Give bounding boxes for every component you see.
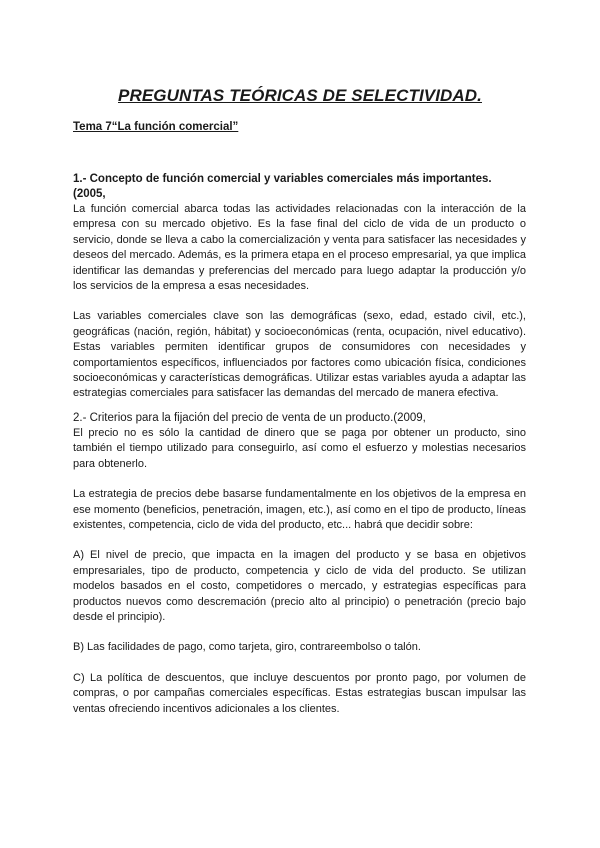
question-2-item-b: B) Las facilidades de pago, como tarjeta, giro, contrareembolso o talón. xyxy=(73,641,421,654)
topic-heading: Tema 7“La función comercial” xyxy=(73,121,239,133)
question-2-paragraph-2: La estrategia de precios debe basarse fundamentalmente en los objetivos de la empresa en ese momento (beneficios, penetración, imagen, etc.), así como en el tipo de producto, líneas existentes, competencia, ciclo de vida del producto, etc... habrá que decidir sobre: xyxy=(73,488,526,531)
question-1-paragraph-1: La función comercial abarca todas las actividades relacionadas con la interacción de la empresa con su mercado objetivo. Es la fase final del ciclo de vida de un producto o servicio, donde se lleva a cabo la comercialización y venta para satisfacer las necesidades y deseos del mercado. Además, es la primera etapa en el proceso empresarial, ya que implica identificar las demandas y preferencias del mercado para luego adaptar la producción y/o los servicios de la empresa a esas necesidades. xyxy=(73,203,526,293)
question-2-paragraph-1: El precio no es sólo la cantidad de dinero que se paga por obtener un producto, sino también el tiempo utilizado para conseguirlo, así como el esfuerzo y molestias necesarios para obtenerlo. xyxy=(73,426,526,470)
document-body xyxy=(73,172,526,717)
question-1-heading: 1.- Concepto de función comercial y variables comerciales más importantes. (2005, xyxy=(73,173,492,200)
page-title: PREGUNTAS TEÓRICAS DE SELECTIVIDAD. xyxy=(118,86,482,105)
question-2-item-c: C) La política de descuentos, que incluye descuentos por pronto pago, por volumen de compras, o por campañas comerciales específicas. Estas estrategias buscan impulsar las ventas ofreciendo incentivos adicionales a los clientes. xyxy=(73,671,526,715)
question-2-heading: 2.- Criterios para la fijación del precio de venta de un producto.(2009, xyxy=(73,411,426,424)
question-1-paragraph-2: Las variables comerciales clave son las demográficas (sexo, edad, estado civil, etc.), geográficas (nación, región, hábitat) y socioeconómicas (renta, ocupación, nivel educativo). Estas variables permiten identificar grupos de consumidores con necesidades y comportamientos específicos, influenciados por factores como ubicación física, condiciones socioeconómicas y características demográficas. Utilizar estas variables ayuda a adaptar las estrategias comerciales para satisfacer las demandas del mercado de manera efectiva. xyxy=(73,310,526,400)
question-2-item-a: A) El nivel de precio, que impacta en la imagen del producto y se basa en objetivos empresariales, tipo de producto, competencia y ciclo de vida del producto. Se utilizan modelos basados en el costo, competidores o mercado, y estrategias específicas para productos nuevos como descremación (precio alto al principio) o penetración (precio bajo desde el principio). xyxy=(73,549,526,623)
